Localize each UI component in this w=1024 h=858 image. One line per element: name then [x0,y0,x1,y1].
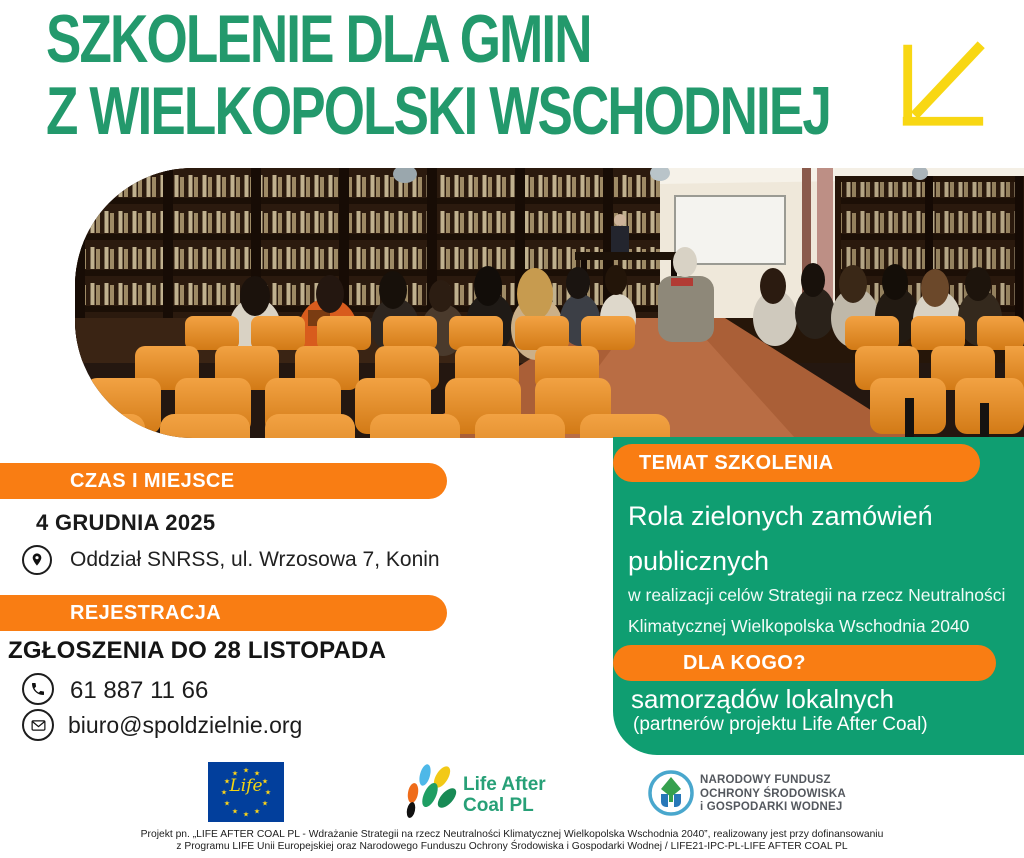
nfosigw-logo-icon [648,770,694,816]
svg-text:★: ★ [242,810,250,819]
svg-text:★: ★ [231,807,239,816]
svg-text:★: ★ [264,788,272,797]
eu-life-label: Life [229,776,263,796]
phone-number: 61 887 11 66 [70,677,209,704]
svg-text:★: ★ [253,769,261,778]
nfosigw-logo-text [700,774,846,815]
svg-text:★: ★ [220,788,228,797]
life-after-coal-leaves-icon [403,764,459,820]
life-after-coal-logo-text [463,774,546,816]
topic-header-label: TEMAT SZKOLENIA [639,451,834,474]
time-place-header-label: CZAS I MIEJSCE [70,469,235,492]
svg-text:★: ★ [253,807,261,816]
nfos-text-line1: NARODOWY FUNDUSZ [700,774,831,786]
svg-text:★: ★ [242,766,250,775]
fine-print-line2: z Programu LIFE Unii Europejskiej oraz Narodowego Funduszu Ochrony Środowiska i Gospodarki Wodnej / LIFE21-IPC-PL-LIFE AFTER COAL PL [176,840,848,852]
fine-print-line1: Projekt pn. „LIFE AFTER COAL PL - Wdrażanie Strategii na rzecz Neutralności Klimatycznej Wielkopolska Wschodnia 2040”, realizowany jest przy dofinansowaniu [140,829,884,840]
email-icon [22,709,54,741]
phone-icon [22,673,54,705]
svg-text:★: ★ [261,799,269,808]
phone-glyph [30,681,46,697]
email-glyph [30,717,47,734]
event-location: Oddział SNRSS, ul. Wrzosowa 7, Konin [70,548,440,571]
topic-title: Rola zielonych zamówień publicznych [628,501,933,576]
registration-deadline: ZGŁOSZENIA DO 28 LISTOPADA [8,637,387,664]
page-title-line1: SZKOLENIE DLA GMIN [46,1,591,78]
nfos-text-line3: i GOSPODARKI WODNEJ [700,801,843,813]
topic-subtitle: w realizacji celów Strategii na rzecz Neutralności Klimatycznej Wielkopolska Wschodnia 2040 [628,585,1006,636]
audience-header-label: DLA KOGO? [683,651,806,674]
training-room-photo [75,168,1024,438]
fine-print [0,829,1024,853]
page-title [46,1,831,150]
svg-text:★: ★ [223,799,231,808]
event-date: 4 GRUDNIA 2025 [36,510,216,535]
location-pin-glyph [29,552,45,568]
registration-header-label: REJESTRACJA [70,601,222,624]
audience-header-banner [613,645,996,681]
registration-header-banner [0,595,447,631]
lac-text-line1: Life After [463,774,546,795]
eu-life-logo [208,762,284,822]
audience-subtitle: (partnerów projektu Life After Coal) [633,714,928,735]
nfos-text-line2: OCHRONY ŚRODOWISKA [700,787,846,800]
email-address: biuro@spoldzielnie.org [68,712,303,738]
location-pin-icon [22,545,52,575]
svg-text:★: ★ [223,777,231,786]
time-place-header-banner [0,463,447,499]
audience-title: samorządów lokalnych [631,684,895,714]
training-room-photo-art [75,168,1024,438]
svg-text:★: ★ [231,769,239,778]
svg-text:★: ★ [261,777,269,786]
arrow-down-left-icon [893,34,991,134]
topic-header-banner [613,444,980,482]
lac-text-line2: Coal PL [463,795,534,816]
page-title-line2: Z WIELKOPOLSKI WSCHODNIEJ [46,73,831,150]
